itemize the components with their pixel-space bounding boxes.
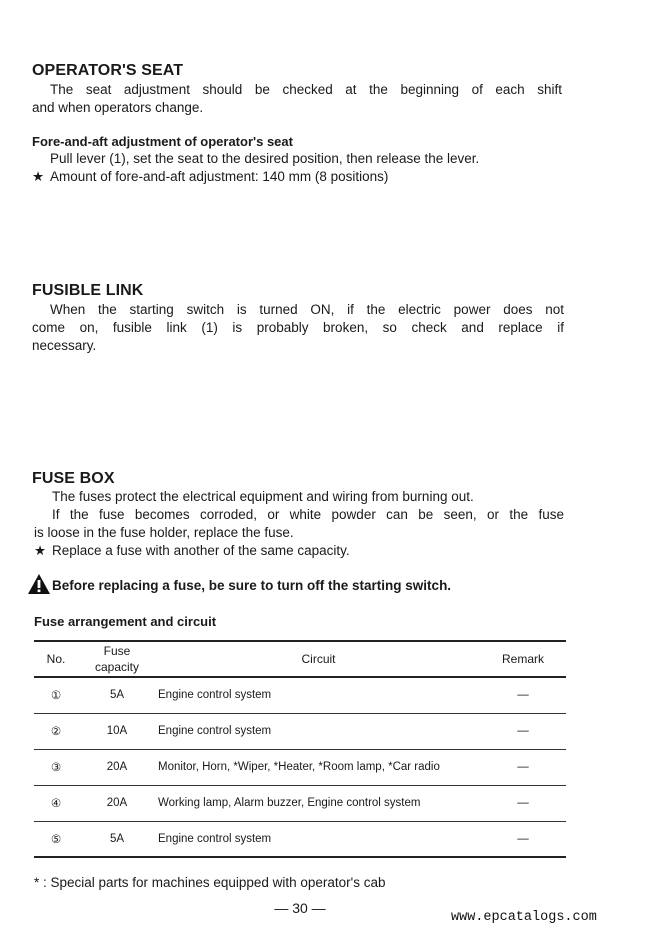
row-no: ⑤	[34, 821, 78, 857]
seat-intro-line1: The seat adjustment should be checked at the beginning of each shift	[50, 82, 562, 97]
header-capacity	[78, 641, 156, 677]
header-capacity-line1: Fuse	[103, 644, 131, 658]
row-no: ①	[34, 677, 78, 713]
row-circuit: Monitor, Horn, *Wiper, *Heater, *Room lamp, *Car radio	[156, 749, 480, 785]
header-no: No.	[34, 641, 78, 677]
fusible-line2: come on, fusible link (1) is probably broken, so check and replace if	[32, 320, 564, 335]
seat-note-text: Amount of fore-and-aft adjustment: 140 mm (8 positions)	[50, 169, 389, 184]
star-icon: ★	[34, 543, 47, 558]
page-number: — 30 —	[274, 900, 326, 916]
row-circuit: Engine control system	[156, 677, 480, 713]
row-circuit: Working lamp, Alarm buzzer, Engine control system	[156, 785, 480, 821]
warning-text: Before replacing a fuse, be sure to turn off the starting switch.	[52, 578, 452, 593]
fusebox-line2: If the fuse becomes corroded, or white powder can be seen, or the fuse	[52, 507, 564, 522]
warning-triangle-icon	[27, 573, 51, 595]
row-no: ③	[34, 749, 78, 785]
row-capacity: 10A	[78, 713, 156, 749]
fusebox-line3: is loose in the fuse holder, replace the fuse.	[34, 525, 294, 540]
table-header-row	[34, 641, 566, 677]
fusible-section-title: FUSIBLE LINK	[32, 282, 144, 299]
seat-intro-line2: and when operators change.	[32, 100, 204, 115]
header-circuit: Circuit	[156, 641, 480, 677]
fusible-line1: When the starting switch is turned ON, if the electric power does not	[50, 302, 564, 317]
footnote: * : Special parts for machines equipped with operator's cab	[34, 875, 386, 890]
row-no: ④	[34, 785, 78, 821]
fusible-line3: necessary.	[32, 338, 97, 353]
fusebox-section-title: FUSE BOX	[32, 470, 115, 487]
seat-section-title: OPERATOR'S SEAT	[32, 62, 184, 79]
table-row	[34, 749, 566, 785]
fusebox-note	[34, 542, 350, 560]
row-capacity: 20A	[78, 749, 156, 785]
watermark: www.epcatalogs.com	[451, 910, 597, 925]
table-row	[34, 677, 566, 713]
header-remark: Remark	[480, 641, 566, 677]
row-remark: —	[480, 677, 566, 713]
row-remark: —	[480, 749, 566, 785]
row-no: ②	[34, 713, 78, 749]
fusebox-note-text: Replace a fuse with another of the same capacity.	[52, 543, 350, 558]
seat-note	[32, 168, 388, 186]
seat-instruction: Pull lever (1), set the seat to the desired position, then release the lever.	[50, 151, 480, 166]
row-capacity: 20A	[78, 785, 156, 821]
table-row	[34, 713, 566, 749]
row-circuit: Engine control system	[156, 821, 480, 857]
row-capacity: 5A	[78, 677, 156, 713]
row-remark: —	[480, 713, 566, 749]
row-circuit: Engine control system	[156, 713, 480, 749]
table-row	[34, 821, 566, 857]
row-remark: —	[480, 785, 566, 821]
header-capacity-line2: capacity	[94, 660, 140, 674]
star-icon: ★	[32, 169, 45, 184]
seat-subtitle: Fore-and-aft adjustment of operator's seat	[32, 134, 293, 149]
row-remark: —	[480, 821, 566, 857]
table-title: Fuse arrangement and circuit	[34, 614, 217, 629]
fusebox-line1: The fuses protect the electrical equipment and wiring from burning out.	[52, 489, 474, 504]
table-row	[34, 785, 566, 821]
fuse-table	[34, 640, 566, 858]
row-capacity: 5A	[78, 821, 156, 857]
